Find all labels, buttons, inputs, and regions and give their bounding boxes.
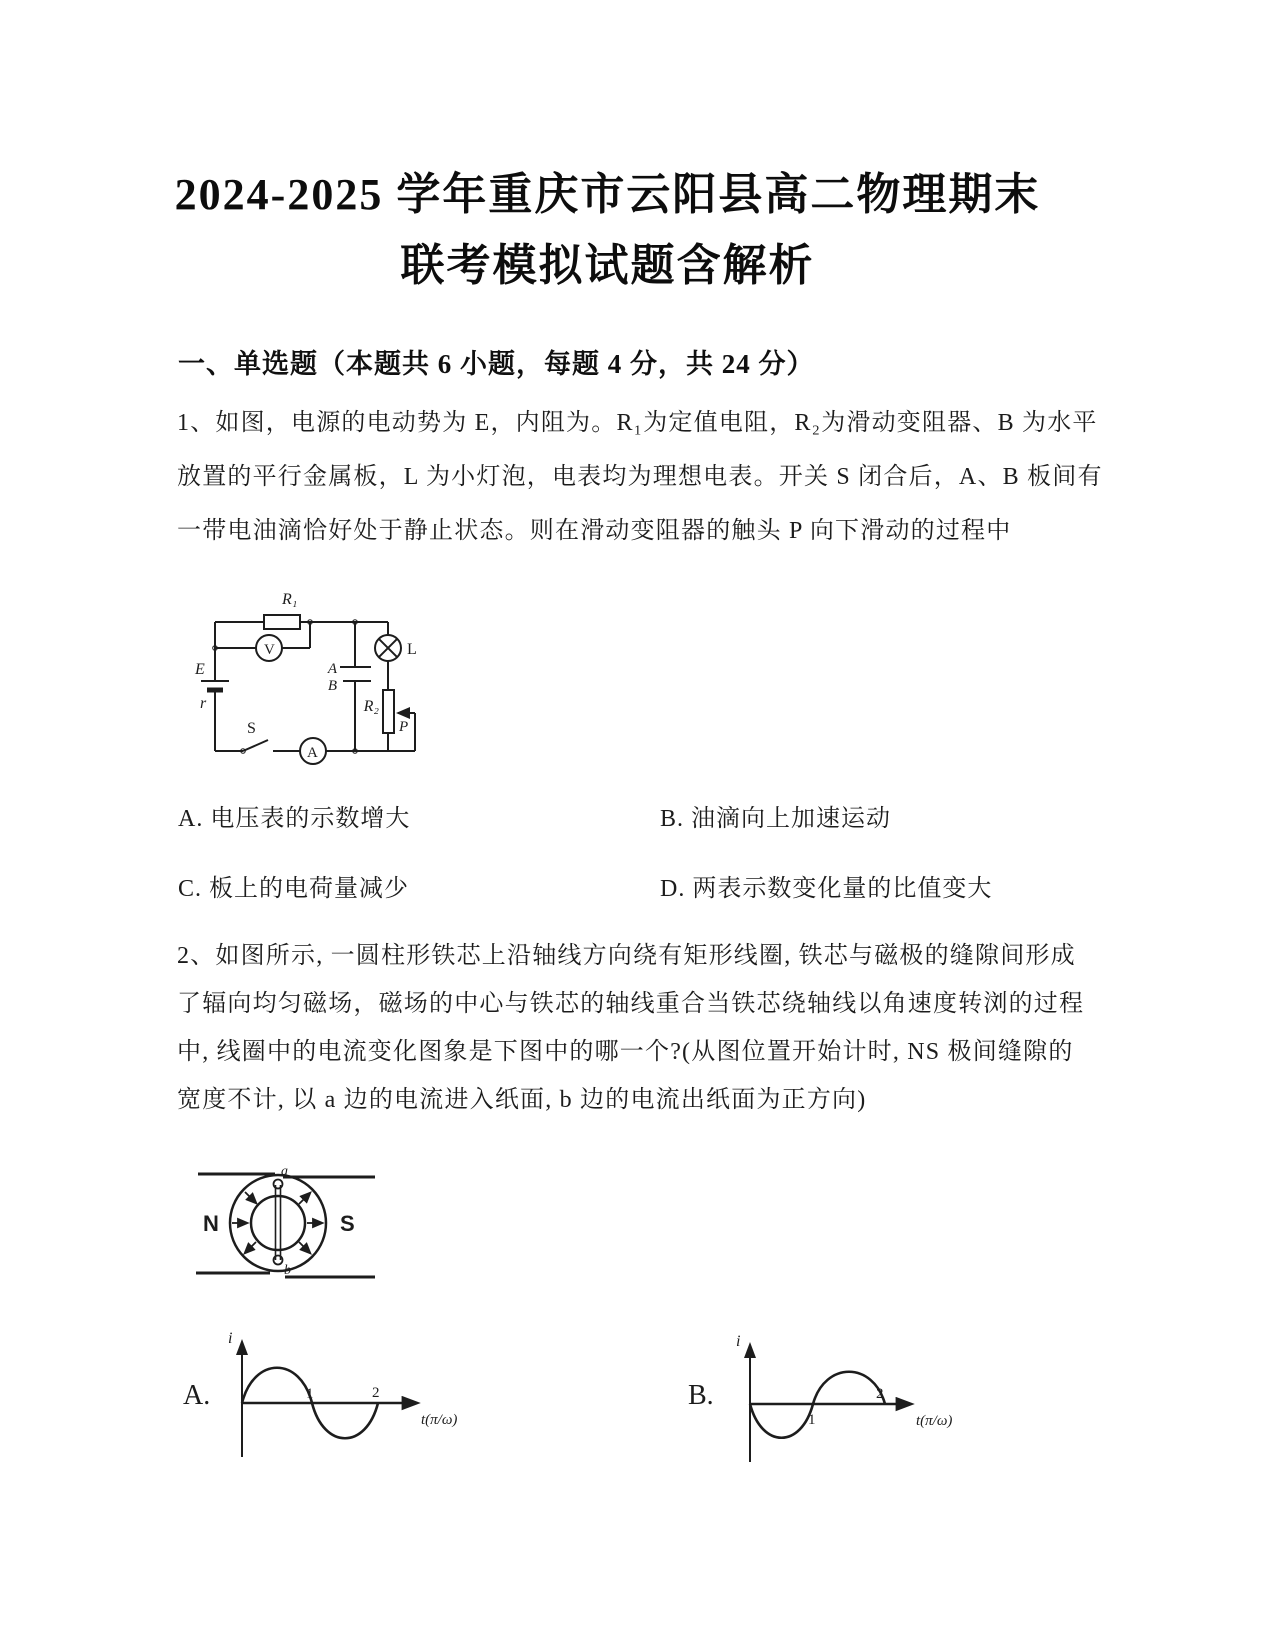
q2-line-2: 了辐向均匀磁场，磁场的中心与铁芯的轴线重合当铁芯绕轴线以角速度转浏的过程 [177, 991, 1085, 1017]
q1-option-a: A. 电压表的示数增大 [178, 806, 411, 832]
lamp-label: L [407, 641, 417, 658]
q1-line-3: 一带电油滴恰好处于静止状态。则在滑动变阻器的触头 P 向下滑动的过程中 [177, 518, 1012, 544]
voltmeter-label: V [264, 642, 275, 658]
coil-wire-a [274, 1180, 283, 1189]
graph-a-tick-2: 2 [372, 1385, 380, 1401]
graph-b-x-label: t(π/ω) [916, 1413, 953, 1429]
iron-core [251, 1196, 305, 1250]
title-line-2: 联考模拟试题含解析 [400, 241, 815, 291]
graph-a-y-label: i [228, 1330, 233, 1347]
section-heading: 一、单选题（本题共 6 小题，每题 4 分，共 24 分） [178, 349, 815, 379]
graph-b [726, 1330, 966, 1470]
q2-line-3: 中, 线圈中的电流变化图象是下图中的哪一个?(从图位置开始计时, NS 极间缝隙的 [177, 1039, 1074, 1065]
plate-b-label: B [327, 678, 337, 694]
graph-a-x-label: t(π/ω) [421, 1412, 458, 1428]
graph-a [218, 1325, 483, 1465]
resistor-r1 [264, 615, 300, 629]
graph-b-tick-1: 1 [808, 1412, 816, 1428]
emf-label: E [195, 661, 205, 678]
internal-resistance-label: r [200, 695, 207, 712]
south-pole-label: S [340, 1211, 355, 1236]
question-2-text [177, 932, 1122, 1124]
coil-a-label: a [281, 1164, 288, 1179]
rheostat-r2 [383, 690, 394, 733]
graph-a-tick-1: 1 [306, 1386, 314, 1402]
graph-b-y-label: i [736, 1333, 741, 1350]
q2-line-4: 宽度不计, 以 a 边的电流进入纸面, b 边的电流出纸面为正方向) [177, 1087, 867, 1113]
r2-label: R₂ [363, 698, 379, 715]
coil-b-label: b [284, 1263, 291, 1278]
ammeter-label: A [307, 745, 318, 761]
title-line-1: 2024-2025 学年重庆市云阳县高二物理期末 [174, 170, 1041, 220]
q1-line-2: 放置的平行金属板，L 为小灯泡，电表均为理想电表。开关 S 闭合后，A、B 板间有 [177, 464, 1103, 490]
r1-label: R₁ [282, 591, 298, 608]
graph-a-label: A. [183, 1380, 211, 1411]
q2-line-1: 2、如图所示, 一圆柱形铁芯上沿轴线方向绕有矩形线圈, 铁芯与磁极的缝隙间形成 [177, 943, 1076, 969]
question-1-text [177, 396, 1122, 558]
plate-a-label: A [327, 661, 337, 677]
page-title [0, 159, 1215, 301]
switch-label: S [247, 720, 256, 737]
q1-option-c: C. 板上的电荷量减少 [178, 876, 410, 902]
north-pole-label: N [203, 1211, 219, 1236]
circuit-diagram [193, 562, 438, 762]
slider-label: P [399, 719, 409, 735]
q1-option-d: D. 两表示数变化量的比值变大 [660, 876, 993, 902]
q1-line-1: 1、如图，电源的电动势为 E，内阻为。R₁为定值电阻，R₂为滑动变阻器、B 为水平 [177, 410, 1098, 436]
q1-option-b: B. 油滴向上加速运动 [660, 806, 892, 832]
graph-b-tick-2: 2 [876, 1386, 884, 1402]
magnet-diagram [188, 1128, 388, 1288]
graph-b-label: B. [688, 1380, 714, 1411]
switch-blade [243, 740, 268, 751]
